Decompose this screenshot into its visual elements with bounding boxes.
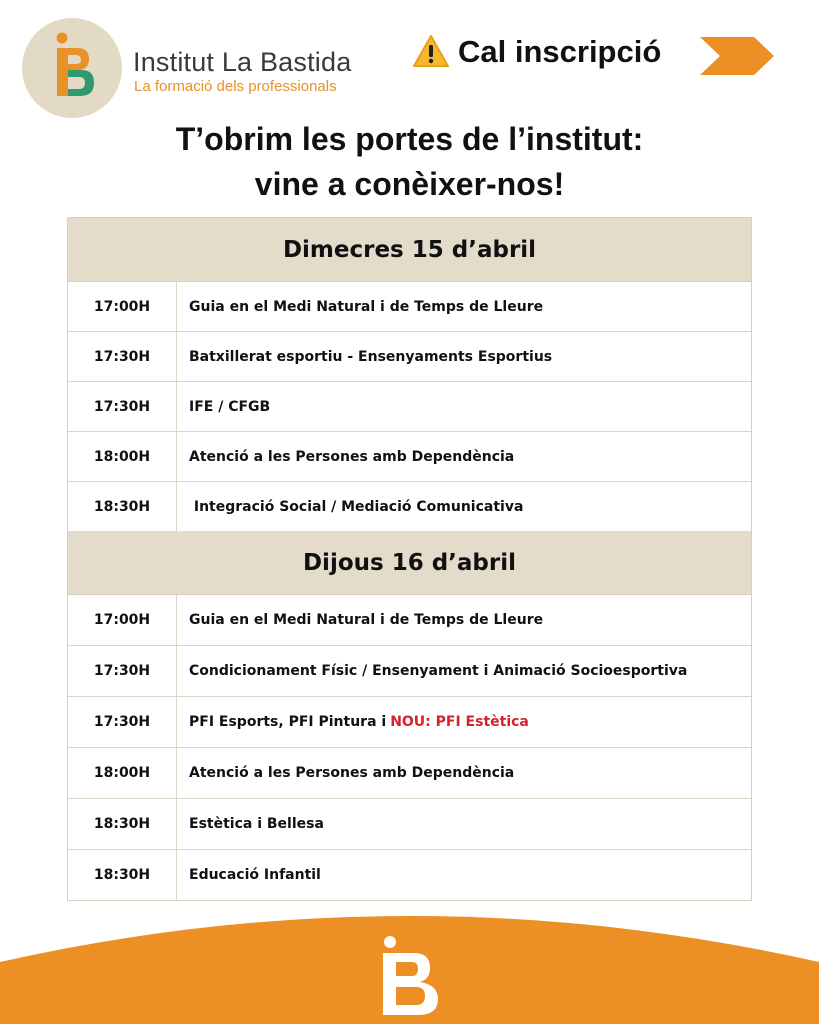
session-time: 17:30H: [68, 382, 177, 431]
day-header: Dimecres 15 d’abril: [68, 218, 751, 282]
day-sessions: [68, 595, 751, 900]
session-time: 17:00H: [68, 282, 177, 331]
page-title-line-1: T’obrim les portes de l’institut:: [175, 121, 644, 157]
session-course: Atenció a les Persones amb Dependència: [189, 765, 515, 781]
day-header: Dijous 16 d’abril: [68, 531, 751, 595]
schedule-table: [67, 217, 752, 901]
session-time: 18:00H: [68, 432, 177, 481]
session-time: 18:30H: [68, 482, 177, 531]
table-row: [68, 482, 751, 531]
table-row: [68, 282, 751, 332]
table-row: [68, 595, 751, 646]
table-row: [68, 382, 751, 432]
session-course: Guia en el Medi Natural i de Temps de Lleure: [189, 612, 544, 628]
session-course: Estètica i Bellesa: [189, 816, 324, 832]
table-row: [68, 332, 751, 382]
table-row: [68, 748, 751, 799]
session-course: Integració Social / Mediació Comunicativa: [189, 498, 524, 515]
table-row: [68, 646, 751, 697]
session-course: Atenció a les Persones amb Dependència: [189, 448, 515, 465]
table-row: [68, 850, 751, 900]
session-time: 18:30H: [68, 850, 177, 900]
brand-tagline: La formació dels professionals: [134, 78, 337, 95]
session-course: IFE / CFGB: [189, 398, 271, 415]
table-row: [68, 432, 751, 482]
session-course: Educació Infantil: [189, 867, 321, 883]
session-time: 17:30H: [68, 697, 177, 747]
day-sessions: [68, 282, 751, 531]
session-course: Guia en el Medi Natural i de Temps de Lleure: [189, 298, 544, 315]
session-course: Condicionament Físic / Ensenyament i Animació Socioesportiva: [189, 663, 688, 679]
session-course: Batxillerat esportiu - Ensenyaments Esportius: [189, 348, 553, 365]
session-time: 17:00H: [68, 595, 177, 645]
table-row: [68, 697, 751, 748]
session-time: 17:30H: [68, 332, 177, 381]
session-course: PFI Esports, PFI Pintura i: [189, 714, 387, 730]
footer-ib-logo-icon: [378, 935, 448, 1019]
registration-notice[interactable]: [412, 30, 792, 80]
brand-name: Institut La Bastida: [133, 47, 352, 77]
session-time: 18:30H: [68, 799, 177, 849]
warning-icon: [412, 34, 450, 68]
registration-notice-text: Cal inscripció: [458, 34, 662, 69]
session-time: 17:30H: [68, 646, 177, 696]
session-course-with-highlight: [177, 697, 751, 747]
new-course-highlight: NOU: PFI Estètica: [390, 714, 529, 730]
table-row: [68, 799, 751, 850]
ib-monogram-icon: [22, 18, 122, 118]
chevron-right-icon[interactable]: [698, 36, 776, 76]
session-time: 18:00H: [68, 748, 177, 798]
brand-logo: [22, 18, 122, 118]
page-title-line-2: vine a conèixer-nos!: [254, 166, 565, 202]
page-title: [0, 117, 819, 207]
